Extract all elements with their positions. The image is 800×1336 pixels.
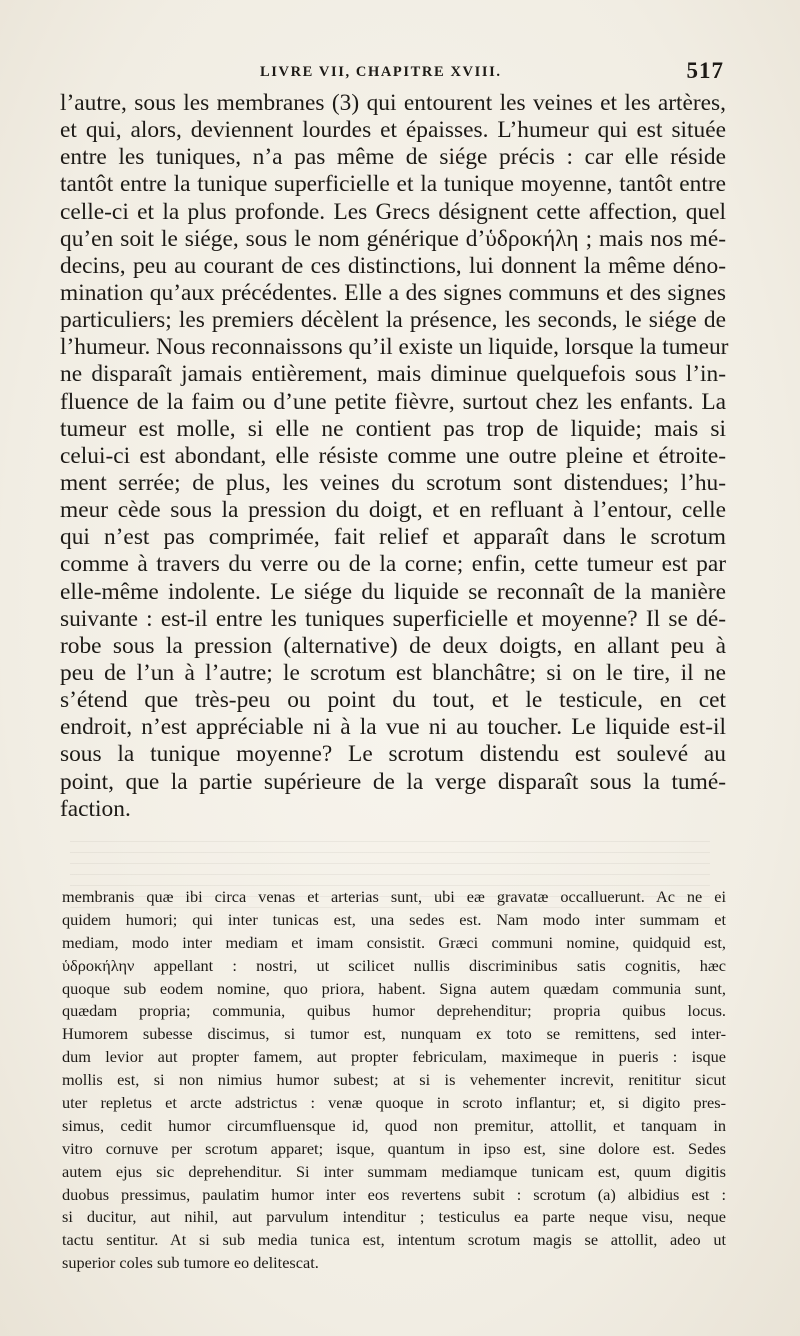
latin-original-notes — [62, 886, 726, 1275]
text-line: ne disparaît jamais entièrement, mais diminue quelquefois sous l’in- — [60, 361, 726, 388]
text-line: robe sous la pression (alternative) de deux doigts, en allant peu à — [60, 632, 726, 659]
text-line: point, que la partie supérieure de la verge disparaît sous la tumé- — [60, 768, 726, 795]
note-line: si ducitur, aut nihil, aut parvulum intenditur ; testiculus ea parte neque visu, neque — [62, 1207, 726, 1227]
text-line: fluence de la faim ou d’une petite fièvre, surtout chez les enfants. La — [60, 388, 726, 415]
text-line: entre les tuniques, n’a pas même de siége précis : car elle réside — [60, 144, 726, 171]
note-line: quoque sub eodem nomine, quo priora, habent. Signa autem quædam communia sunt, — [62, 978, 726, 998]
text-line: l’humeur. Nous reconnaissons qu’il existe un liquide, lorsque la tumeur — [60, 334, 729, 361]
text-line: l’autre, sous les membranes (3) qui entourent les veines et les artères, — [60, 90, 726, 116]
note-line: dum levior aut propter famem, aut propter febriculam, maximeque in pueris : isque — [62, 1047, 726, 1067]
note-line: quædam propria; communia, quibus humor deprehenditur; propria quibus locus. — [62, 1001, 726, 1021]
note-line: mediam, modo inter mediam et imam consistit. Græci communi nomine, quidquid est, — [62, 932, 726, 952]
text-line: faction. — [60, 795, 131, 822]
text-line: ment serrée; de plus, les veines du scrotum sont distendues; l’hu- — [60, 469, 726, 496]
text-line: endroit, n’est appréciable ni à la vue ni au toucher. Le liquide est-il — [60, 714, 726, 741]
note-line: membranis quæ ibi circa venas et arterias sunt, ubi eæ gravatæ occalluerunt. Ac ne ei — [62, 887, 726, 906]
note-line: ὑδροκήλην appellant : nostri, ut scilicet nullis discriminibus satis cognitis, hæc — [62, 955, 726, 975]
page-header — [60, 58, 730, 88]
text-line: qu’en soit le siége, sous le nom générique d’ὑδροκήλη ; mais nos mé- — [60, 225, 726, 252]
french-translation-text — [60, 90, 729, 823]
text-line: celle-ci et la plus profonde. Les Grecs désignent cette affection, quel — [60, 198, 726, 225]
text-line: meur cède sous la pression du doigt, et en refluant à l’entour, celle — [60, 497, 726, 524]
note-line: Humorem subesse discimus, si tumor est, nunquam ex toto se remittens, sed inter- — [62, 1024, 726, 1044]
note-line: mollis est, si non nimius humor subest; at si is vehementer increvit, renititur sicut — [62, 1070, 726, 1090]
note-line: vitro cornuve per scrotum apparet; isque, quantum in ipso est, sine dolore est. Sedes — [62, 1138, 726, 1158]
text-line: sous la tunique moyenne? Le scrotum distendu est soulevé au — [60, 741, 726, 768]
text-line: mination qu’aux précédentes. Elle a des signes communs et des signes — [60, 279, 726, 306]
text-line: tumeur est molle, si elle ne contient pas trop de liquide; mais si — [60, 415, 726, 442]
note-line: tactu sentitur. At si sub media tunica est, intentum scrotum magis se attollit, adeo ut — [62, 1230, 726, 1250]
note-line: uter repletus et arcte adstrictus : venæ quoque in scroto inflantur; et, si digito pres- — [62, 1093, 726, 1113]
note-line: quidem humori; qui inter tunicas est, una sedes est. Nam modo inter summam et — [62, 909, 726, 929]
note-line: superior coles sub tumore eo delitescat. — [62, 1253, 319, 1273]
note-line: autem ejus sic deprehenditur. Si inter summam mediamque tunicam est, quum digitis — [62, 1161, 726, 1181]
note-line: duobus pressimus, paulatim humor inter eos revertens subit : scrotum (a) albidius est : — [62, 1184, 726, 1204]
text-line: decins, peu au courant de ces distinctions, lui donnent la même déno- — [60, 252, 726, 279]
running-head: LIVRE VII, CHAPITRE XVIII. — [260, 64, 502, 80]
text-line: peu de l’un à l’autre; le scrotum est blanchâtre; si on le tire, il ne — [60, 659, 726, 686]
text-line: suivante : est-il entre les tuniques superficielle et moyenne? Il se dé- — [60, 605, 726, 632]
text-line: elle-même indolente. Le siége du liquide se reconnaît de la manière — [60, 578, 726, 605]
page-number: 517 — [686, 58, 724, 83]
text-line: qui n’est pas comprimée, fait relief et apparaît dans le scrotum — [60, 524, 726, 551]
text-line: s’étend que très-peu ou point du tout, et le testicule, en cet — [60, 687, 726, 714]
note-line: simus, cedit humor circumfluensque id, quod non premitur, attollit, et tanquam in — [62, 1115, 726, 1135]
text-line: tantôt entre la tunique superficielle et la tunique moyenne, tantôt entre — [60, 171, 726, 198]
text-line: et qui, alors, deviennent lourdes et épaisses. L’humeur qui est située — [60, 117, 726, 144]
text-line: comme à travers du verre ou de la corne; enfin, cette tumeur est par — [60, 551, 726, 578]
text-line: celui-ci est abondant, elle résiste comme une outre pleine et étroite- — [60, 442, 726, 469]
text-line: particuliers; les premiers décèlent la présence, les seconds, le siége de — [60, 307, 726, 334]
